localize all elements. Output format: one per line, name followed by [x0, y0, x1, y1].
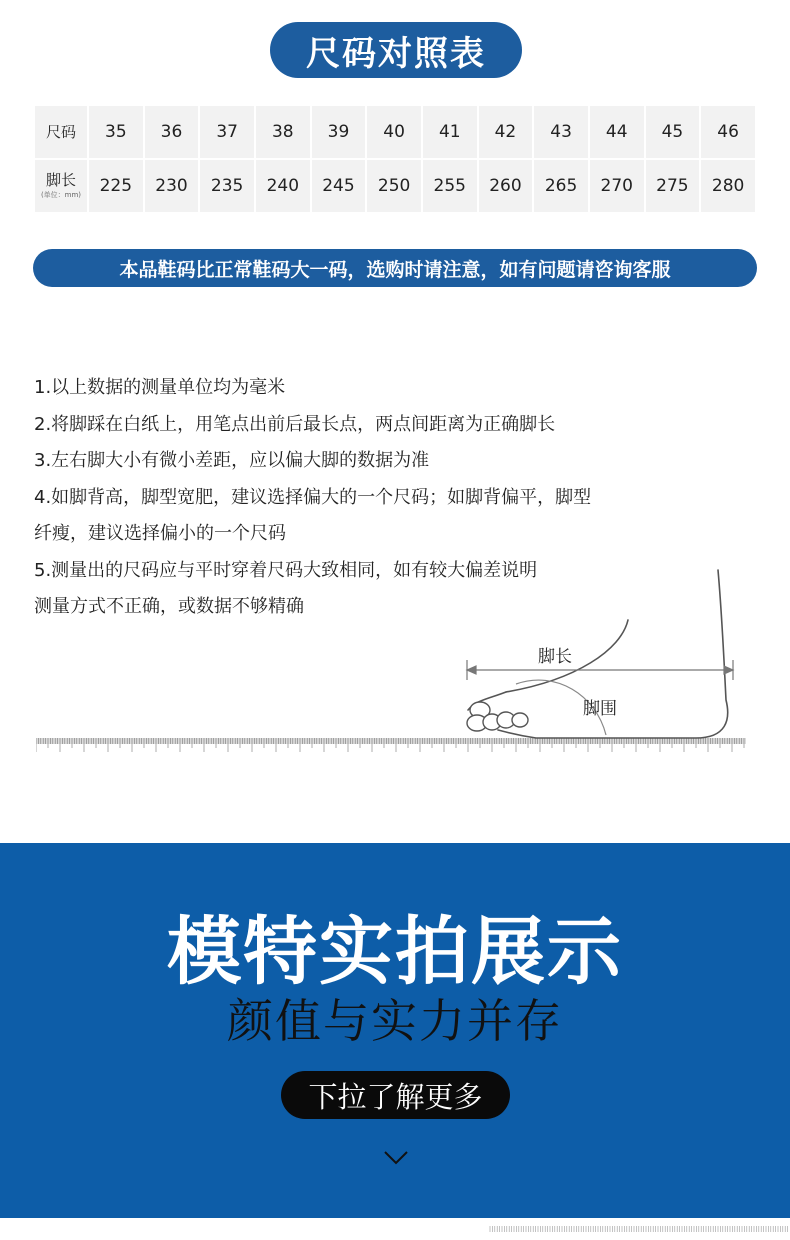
toes: [467, 702, 528, 731]
size-cell: 44: [590, 106, 644, 158]
length-cell: 270: [590, 160, 644, 212]
size-cell: 36: [145, 106, 199, 158]
size-cell: 38: [256, 106, 310, 158]
unit-note: (单位：mm): [40, 190, 82, 199]
length-cell: 275: [646, 160, 700, 212]
size-cell: 43: [534, 106, 588, 158]
length-cell: 280: [701, 160, 755, 212]
length-label: 脚长: [538, 647, 572, 667]
note-line: 1.以上数据的测量单位均为毫米: [34, 377, 286, 398]
length-row-label: 脚长 (单位：mm): [35, 160, 87, 212]
note-line: 4.如脚背高，脚型宽肥，建议选择偏大的一个尺码；如脚背偏平，脚型: [34, 486, 592, 508]
page-title: 尺码对照表: [270, 22, 522, 78]
size-cell: 40: [367, 106, 421, 158]
scroll-more-button[interactable]: 下拉了解更多: [281, 1071, 510, 1119]
note-line: 测量方式不正确，或数据不够精确: [34, 596, 304, 617]
note-line: 3.左右脚大小有微小差距，应以偏大脚的数据为准: [34, 450, 430, 471]
size-row: [35, 106, 755, 158]
girth-label: 脚围: [583, 699, 617, 719]
length-cell: 225: [89, 160, 143, 212]
size-cell: 37: [200, 106, 254, 158]
model-section-subtitle: 颜值与实力并存: [227, 994, 563, 1048]
length-cell: 255: [423, 160, 477, 212]
note-line: 2.将脚踩在白纸上，用笔点出前后最长点，两点间距离为正确脚长: [34, 413, 556, 435]
bottom-ruler-strip: [0, 1218, 790, 1240]
length-cell: 235: [200, 160, 254, 212]
length-cell: 240: [256, 160, 310, 212]
size-cell: 42: [479, 106, 533, 158]
size-cell: 41: [423, 106, 477, 158]
foot-measure-illustration: [36, 560, 746, 760]
size-cell: 39: [312, 106, 366, 158]
size-notice-banner: 本品鞋码比正常鞋码大一码，选购时请注意，如有问题请咨询客服: [33, 249, 757, 287]
length-arrow: [467, 660, 733, 680]
size-cell: 35: [89, 106, 143, 158]
chevron-down-icon[interactable]: [383, 1150, 409, 1166]
note-line: 5.测量出的尺码应与平时穿着尺码大致相同，如有较大偏差说明: [34, 559, 538, 581]
length-cell: 250: [367, 160, 421, 212]
size-row-label: 尺码: [35, 106, 87, 158]
length-cell: 260: [479, 160, 533, 212]
size-cell: 45: [646, 106, 700, 158]
size-chart-table: [33, 104, 757, 214]
note-line: 纤瘦，建议选择偏小的一个尺码: [34, 523, 286, 544]
length-cell: 230: [145, 160, 199, 212]
ruler-graphic: [36, 738, 746, 752]
model-section-title: 模特实拍展示: [167, 909, 623, 995]
size-cell: 46: [701, 106, 755, 158]
length-row: [35, 160, 755, 212]
length-cell: 245: [312, 160, 366, 212]
length-cell: 265: [534, 160, 588, 212]
